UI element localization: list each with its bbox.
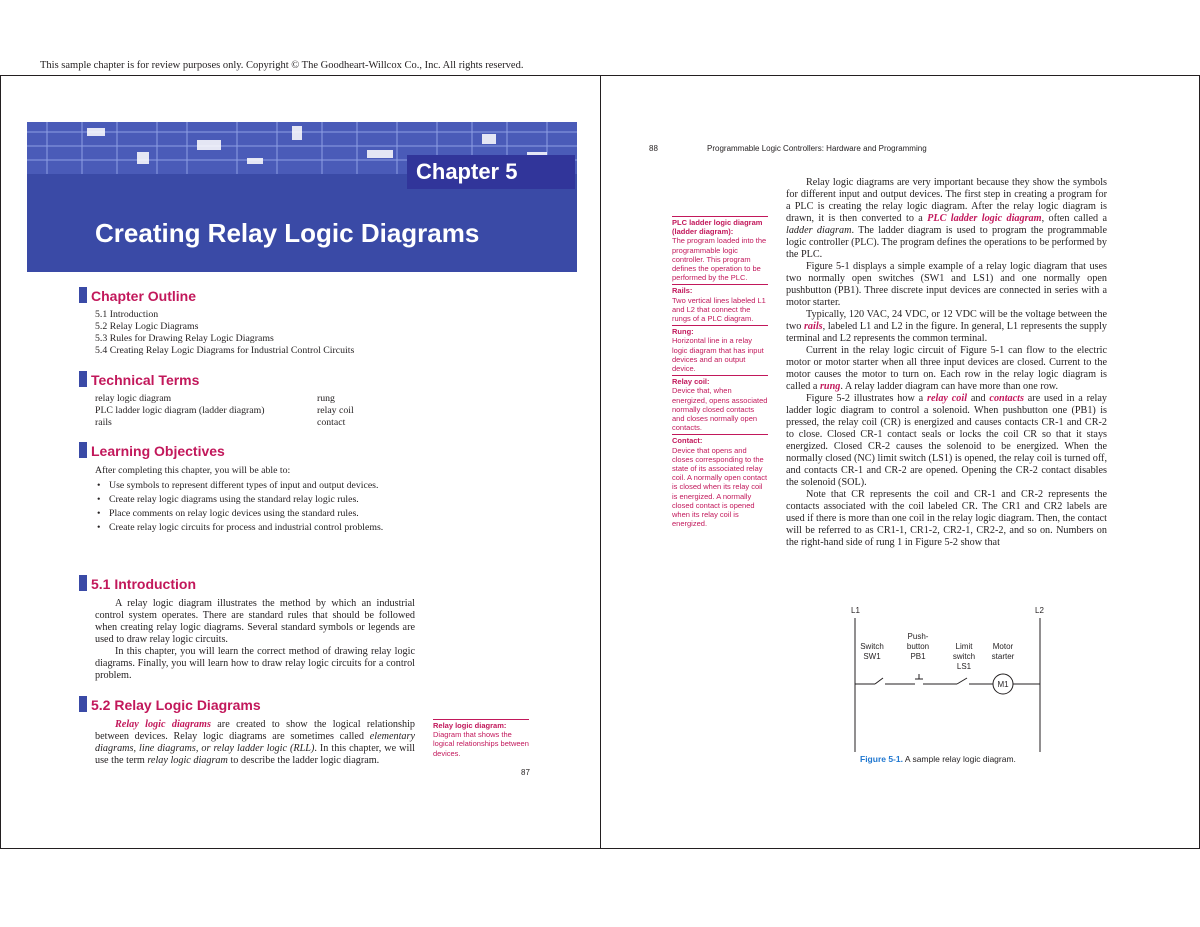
terms-heading: Technical Terms (79, 371, 199, 388)
objective-item: • Create relay logic circuits for process and industrial control problems. (95, 522, 411, 534)
figure-caption-label: Figure 5-1. (860, 754, 903, 764)
term-highlight: rails (803, 321, 823, 332)
figure-caption: Figure 5-1. A sample relay logic diagram. (860, 754, 1016, 764)
device-label: starter (991, 652, 1015, 661)
right-body-text (786, 177, 1107, 549)
objective-item: • Place comments on relay logic devices using the standard rules. (95, 508, 411, 520)
terms-col-2 (317, 393, 354, 429)
paragraph: Current in the relay logic circuit of Figure 5-1 can flow to the electric motor or motor starter when all three input devices are closed. Current to the motor causes the motor to turn on. Each row in the relay logic diagram is called a rung. A relay ladder diagram can have more than one row. (786, 345, 1107, 392)
objectives-heading: Learning Objectives (79, 442, 225, 459)
objectives-list (95, 480, 411, 534)
chapter-banner (27, 122, 577, 272)
paragraph: Figure 5-1 displays a simple example of a relay logic diagram that uses two normally open switches (SW1 and LS1) and one normally open pushbutton (PB1). Three discrete input devices are connected in series with a motor starter. (786, 261, 1107, 308)
paragraph: Relay logic diagrams are very important because they show the symbols for different input and output devices. The first step in creating a program for a PLC is creating the relay logic diagram. After the relay logic diagram is drawn, it is then converted to a PLC ladder logic diagram, often called a ladder diagram. The ladder diagram is used to program the programmable logic controller (PLC). The program defines the operations to be performed by the PLC. (786, 177, 1107, 260)
section-5-1-heading: 5.1 Introduction (79, 575, 196, 592)
relay-logic-diagram-figure (831, 602, 1071, 762)
margin-note-title: Relay logic diagram: (433, 719, 529, 730)
term-item: relay coil (317, 405, 354, 416)
term-item: rails (95, 417, 112, 428)
term-item: PLC ladder logic diagram (ladder diagram) (95, 405, 265, 416)
margin-note-body: Horizontal line in a relay logic diagram that has input devices and an output device. (672, 336, 764, 374)
chapter-label: Chapter 5 (407, 155, 575, 189)
margin-note-body: Device that, when energized, opens associated normally closed contacts and closes normally open contacts. (672, 386, 768, 433)
margin-notes-column (672, 216, 768, 529)
device-label: PB1 (910, 652, 926, 661)
heading-marker (79, 696, 87, 712)
paragraph: A relay logic diagram illustrates the method by which an industrial control system operates. There are standard rules that should be followed when creating relay logic diagrams. Several standard symbols or legends are used to draw relay logic circuits. (95, 598, 415, 645)
margin-note-body: Device that opens and closes corresponding to the state of its associated relay coil. A normally open contact is closed when its relay coil is energized. A normally closed contact is opened when its relay coil is energized. (672, 445, 768, 529)
device-label: button (906, 642, 930, 651)
margin-note-title: PLC ladder logic diagram (ladder diagram): (672, 216, 768, 236)
margin-note-title: Rung: (672, 325, 768, 336)
objective-item: • Create relay logic diagrams using the standard relay logic rules. (95, 494, 411, 506)
term-highlight: Relay logic diagrams (115, 719, 211, 730)
rail-label-l2: L2 (1035, 606, 1044, 615)
term-item: contact (317, 417, 346, 428)
copyright-notice: This sample chapter is for review purposes only. Copyright © The Goodheart-Willcox Co., Inc. All rights reserved. (40, 60, 524, 71)
limit-switch-contact-ls1 (957, 678, 967, 684)
outline-item: 5.3 Rules for Drawing Relay Logic Diagrams (95, 333, 274, 344)
page-number: 88 (649, 144, 658, 153)
outline-heading: Chapter Outline (79, 287, 196, 304)
page-divider (600, 76, 601, 848)
outline-item: 5.1 Introduction (95, 309, 159, 320)
section-5-2-heading: 5.2 Relay Logic Diagrams (79, 696, 261, 713)
chapter-title: Creating Relay Logic Diagrams (95, 218, 480, 248)
objective-item: • Use symbols to represent different types of input and output devices. (95, 480, 411, 492)
rail-label-l1: L1 (851, 606, 860, 615)
device-label: Switch (860, 642, 884, 651)
margin-note (672, 284, 768, 323)
margin-note (672, 375, 768, 432)
terms-col-1 (95, 393, 325, 429)
heading-marker (79, 287, 87, 303)
device-label: Push- (907, 632, 929, 641)
device-label: Motor (992, 642, 1014, 651)
heading-marker (79, 442, 87, 458)
margin-note (433, 719, 529, 758)
switch-contact-sw1 (875, 678, 883, 684)
book-spread (0, 75, 1200, 849)
term-highlight: contacts (989, 393, 1024, 404)
coil-label: M1 (997, 680, 1009, 689)
page-number: 87 (521, 768, 530, 777)
margin-note (672, 216, 768, 282)
heading-marker (79, 371, 87, 387)
paragraph: Figure 5-2 illustrates how a relay coil and contacts are used in a relay ladder logic diagram to control a solenoid. When pushbutton one (PB1) is pressed, the relay coil (CR) is energized and causes contacts CR-1 and CR-2 to close. Closed CR-1 contact seals or locks the coil CR so that it stays energized. Closed CR-2 causes the solenoid to be energized. When the normally closed (NC) limit switch (LS1) is opened, the relay coil is turned off, and contacts CR-1 and CR-2 are opened. Opening the CR-2 contact disables the solenoid (SOL). (786, 393, 1108, 488)
term-item: relay logic diagram (95, 393, 172, 404)
paragraph: In this chapter, you will learn the correct method of drawing relay logic diagrams. Finally, you will learn how to draw relay logic circuits for a control problem. (95, 646, 415, 681)
margin-note-body: The program loaded into the programmable logic controller. This program defines the operation to be performed by the PLC. (672, 236, 767, 283)
rung-1 (855, 674, 1040, 694)
term-highlight: rung (819, 381, 841, 392)
section-5-2-body: Relay logic diagrams are created to show the logical relationship between devices. Relay logic diagrams are sometimes called elementary diagrams, line diagrams, or relay ladder logic (RLL). In this chapter, we will use the term relay logic diagram to describe the ladder logic diagram. (95, 719, 416, 766)
margin-note (672, 325, 768, 373)
section-5-1-body (95, 598, 415, 682)
device-label: Limit (955, 642, 973, 651)
outline-item: 5.2 Relay Logic Diagrams (95, 321, 199, 332)
paragraph: Typically, 120 VAC, 24 VDC, or 12 VDC will be the voltage between the two rails, labeled L1 and L2 in the figure. In general, L1 represents the supply terminal and L2 represents the common terminal. (786, 309, 1107, 344)
objectives-intro: After completing this chapter, you will be able to: (95, 465, 291, 476)
margin-note-body: Diagram that shows the logical relationships between devices. (433, 730, 529, 758)
margin-note-title: Rails: (672, 284, 768, 295)
device-label: switch (952, 652, 976, 661)
running-head: Programmable Logic Controllers: Hardware and Programming (707, 144, 927, 153)
device-label: LS1 (956, 662, 972, 671)
term-highlight: relay coil (927, 393, 968, 404)
margin-note (672, 434, 768, 528)
term-item: rung (317, 393, 335, 404)
term-highlight: PLC ladder logic diagram (927, 213, 1042, 224)
outline-item: 5.4 Creating Relay Logic Diagrams for Industrial Control Circuits (95, 345, 355, 356)
paragraph: Note that CR represents the coil and CR-1 and CR-2 represents the contacts associated with the coil labeled CR. The CR1 and CR2 labels are used if there is more than one coil in the relay logic diagram. Then, the contact will be referred to as CR1-1, CR1-2, CR2-1, CR2-2, and so on. Numbers on the right-hand side of rung 1 in Figure 5-2 show that (786, 489, 1107, 548)
margin-note-title: Relay coil: (672, 375, 768, 386)
margin-note-body: Two vertical lines labeled L1 and L2 that connect the rungs of a PLC diagram. (672, 295, 766, 324)
margin-note-title: Contact: (672, 434, 768, 445)
objectives-block (95, 465, 411, 536)
heading-marker (79, 575, 87, 591)
outline-list (95, 309, 354, 357)
device-label: SW1 (863, 652, 881, 661)
